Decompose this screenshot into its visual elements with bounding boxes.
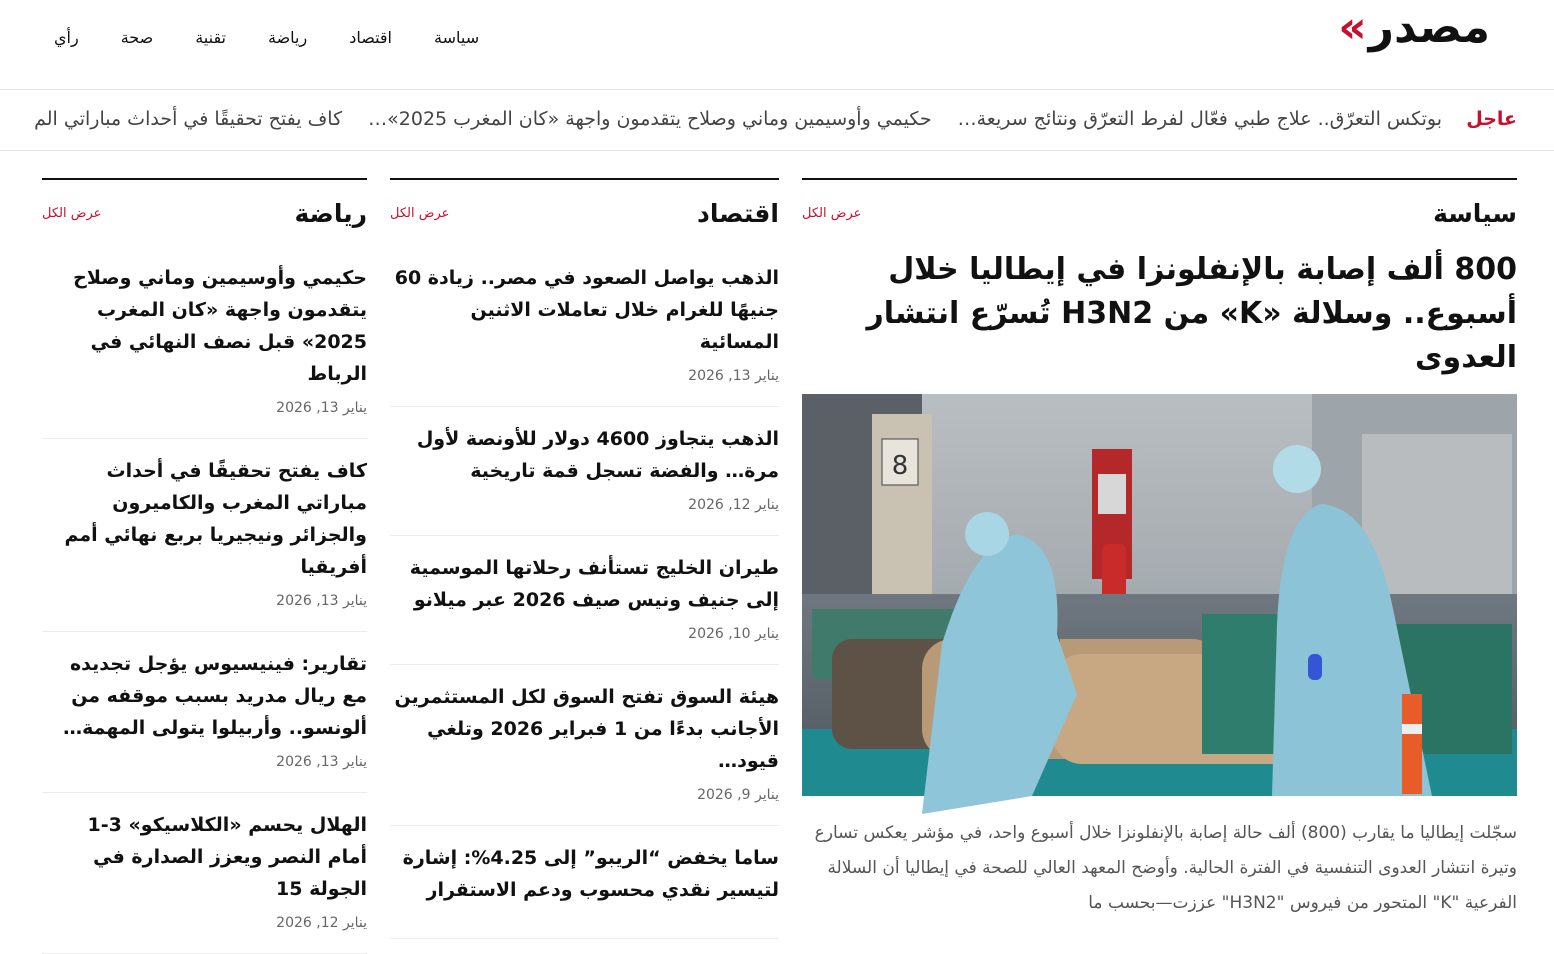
article-list xyxy=(42,246,367,954)
article-item[interactable] xyxy=(390,246,779,407)
article-item[interactable] xyxy=(390,665,779,826)
article-title[interactable]: الهلال يحسم «الكلاسيكو» 3-1 أمام النصر ويعزز الصدارة في الجولة 15 xyxy=(87,814,367,900)
lead-excerpt: سجّلت إيطاليا ما يقارب (800) ألف حالة إصابة بالإنفلونزا خلال أسبوع واحد، في مؤشر يعكس تسارع وتيرة انتشار العدوى التنفسية في الفترة الحالية. وأوضح المعهد العالي للصحة في إيطاليا أن السلالة الفرعية "K" المتحور من فيروس "H3N2" عززت—بحسب ما xyxy=(814,823,1517,913)
article-item[interactable] xyxy=(42,793,367,954)
article-date: يناير 13, 2026 xyxy=(276,754,367,770)
article-title[interactable]: الذهب يتجاوز 4600 دولار للأونصة لأول مرة… والفضة تسجل قمة تاريخية xyxy=(416,428,779,482)
ticker-viewport xyxy=(34,90,1442,151)
nav-economy[interactable]: اقتصاد xyxy=(349,28,392,47)
photo-panel-number: 8 xyxy=(891,451,909,481)
article-title[interactable]: تقارير: فينيسيوس يؤجل تجديده مع ريال مدريد بسبب موقفه من ألونسو.. وأربيلوا يتولى المهمة… xyxy=(63,653,367,739)
lead-image xyxy=(802,394,1517,796)
site-logo[interactable] xyxy=(1338,2,1490,53)
ticker-track xyxy=(34,108,1442,130)
article-title[interactable]: ساما يخفض “الريبو” إلى 4.25%: إشارة لتيسير نقدي محسوب ودعم الاستقرار xyxy=(402,847,779,901)
article-item[interactable] xyxy=(390,826,779,939)
breaking-ticker xyxy=(0,90,1554,151)
article-title[interactable]: حكيمي وأوسيمين وماني وصلاح يتقدمون واجهة «كان المغرب 2025» قبل نصف النهائي في الرباط xyxy=(73,267,367,385)
ticker-item[interactable]: كاف يفتح تحقيقًا في أحداث مباراتي الم xyxy=(34,108,343,130)
section-header xyxy=(802,180,1517,246)
article-date: يناير 9, 2026 xyxy=(697,787,779,803)
nav-politics[interactable]: سياسة xyxy=(434,28,480,47)
main-nav xyxy=(54,28,479,47)
article-item[interactable] xyxy=(42,632,367,793)
logo-text: مصدر xyxy=(1368,2,1490,53)
article-title[interactable]: كاف يفتح تحقيقًا في أحداث مباراتي المغرب والكاميرون والجزائر ونيجيريا بربع نهائي أمم أفريقيا xyxy=(64,460,367,578)
section-header xyxy=(390,180,779,246)
nav-health[interactable]: صحة xyxy=(120,28,154,47)
section-header xyxy=(42,180,367,246)
article-date: يناير 10, 2026 xyxy=(688,626,779,642)
lead-headline: 800 ألف إصابة بالإنفلونزا في إيطاليا خلال أسبوع.. وسلالة «K» من H3N2 تُسرّع انتشار العدوى xyxy=(866,252,1517,375)
article-title[interactable]: هيئة السوق تفتح السوق لكل المستثمرين الأجانب بدءًا من 1 فبراير 2026 وتلغي قيود… xyxy=(394,686,779,772)
article-item[interactable] xyxy=(390,536,779,665)
article-item[interactable] xyxy=(390,407,779,536)
site-header xyxy=(0,0,1554,90)
article-date: يناير 13, 2026 xyxy=(276,400,367,416)
breaking-label: عاجل xyxy=(1466,108,1517,130)
article-title[interactable]: طيران الخليج تستأنف رحلاتها الموسمية إلى جنيف ونيس صيف 2026 عبر ميلانو xyxy=(409,557,779,611)
section-title: سياسة xyxy=(1433,198,1517,228)
lead-photo xyxy=(802,394,1517,796)
lead-article[interactable] xyxy=(802,248,1517,796)
see-all-link[interactable]: عرض الكل xyxy=(42,205,102,221)
nav-tech[interactable]: تقنية xyxy=(195,28,226,47)
article-title[interactable]: الذهب يواصل الصعود في مصر.. زيادة 60 جنيهًا للغرام خلال تعاملات الاثنين المسائية xyxy=(394,267,779,353)
article-list xyxy=(390,246,779,939)
politics-section xyxy=(802,178,1517,921)
logo-mark: » xyxy=(1338,1,1367,53)
sports-section xyxy=(42,178,367,954)
article-item[interactable] xyxy=(42,246,367,439)
section-title: اقتصاد xyxy=(697,198,779,228)
article-date: يناير 12, 2026 xyxy=(688,497,779,513)
ticker-item[interactable]: حكيمي وأوسيمين وماني وصلاح يتقدمون واجهة «كان المغرب 2025»… xyxy=(368,108,932,130)
nav-opinion[interactable]: رأي xyxy=(54,28,79,47)
section-title: رياضة xyxy=(294,198,367,228)
see-all-link[interactable]: عرض الكل xyxy=(802,205,862,221)
article-date: يناير 13, 2026 xyxy=(276,593,367,609)
article-date: يناير 13, 2026 xyxy=(688,368,779,384)
see-all-link[interactable]: عرض الكل xyxy=(390,205,450,221)
ticker-item[interactable]: بوتكس التعرّق.. علاج طبي فعّال لفرط التعرّق ونتائج سريعة… xyxy=(957,108,1442,130)
article-date: يناير 12, 2026 xyxy=(276,915,367,931)
nav-sports[interactable]: رياضة xyxy=(267,28,308,47)
economy-section xyxy=(390,178,779,939)
article-item[interactable] xyxy=(42,439,367,632)
